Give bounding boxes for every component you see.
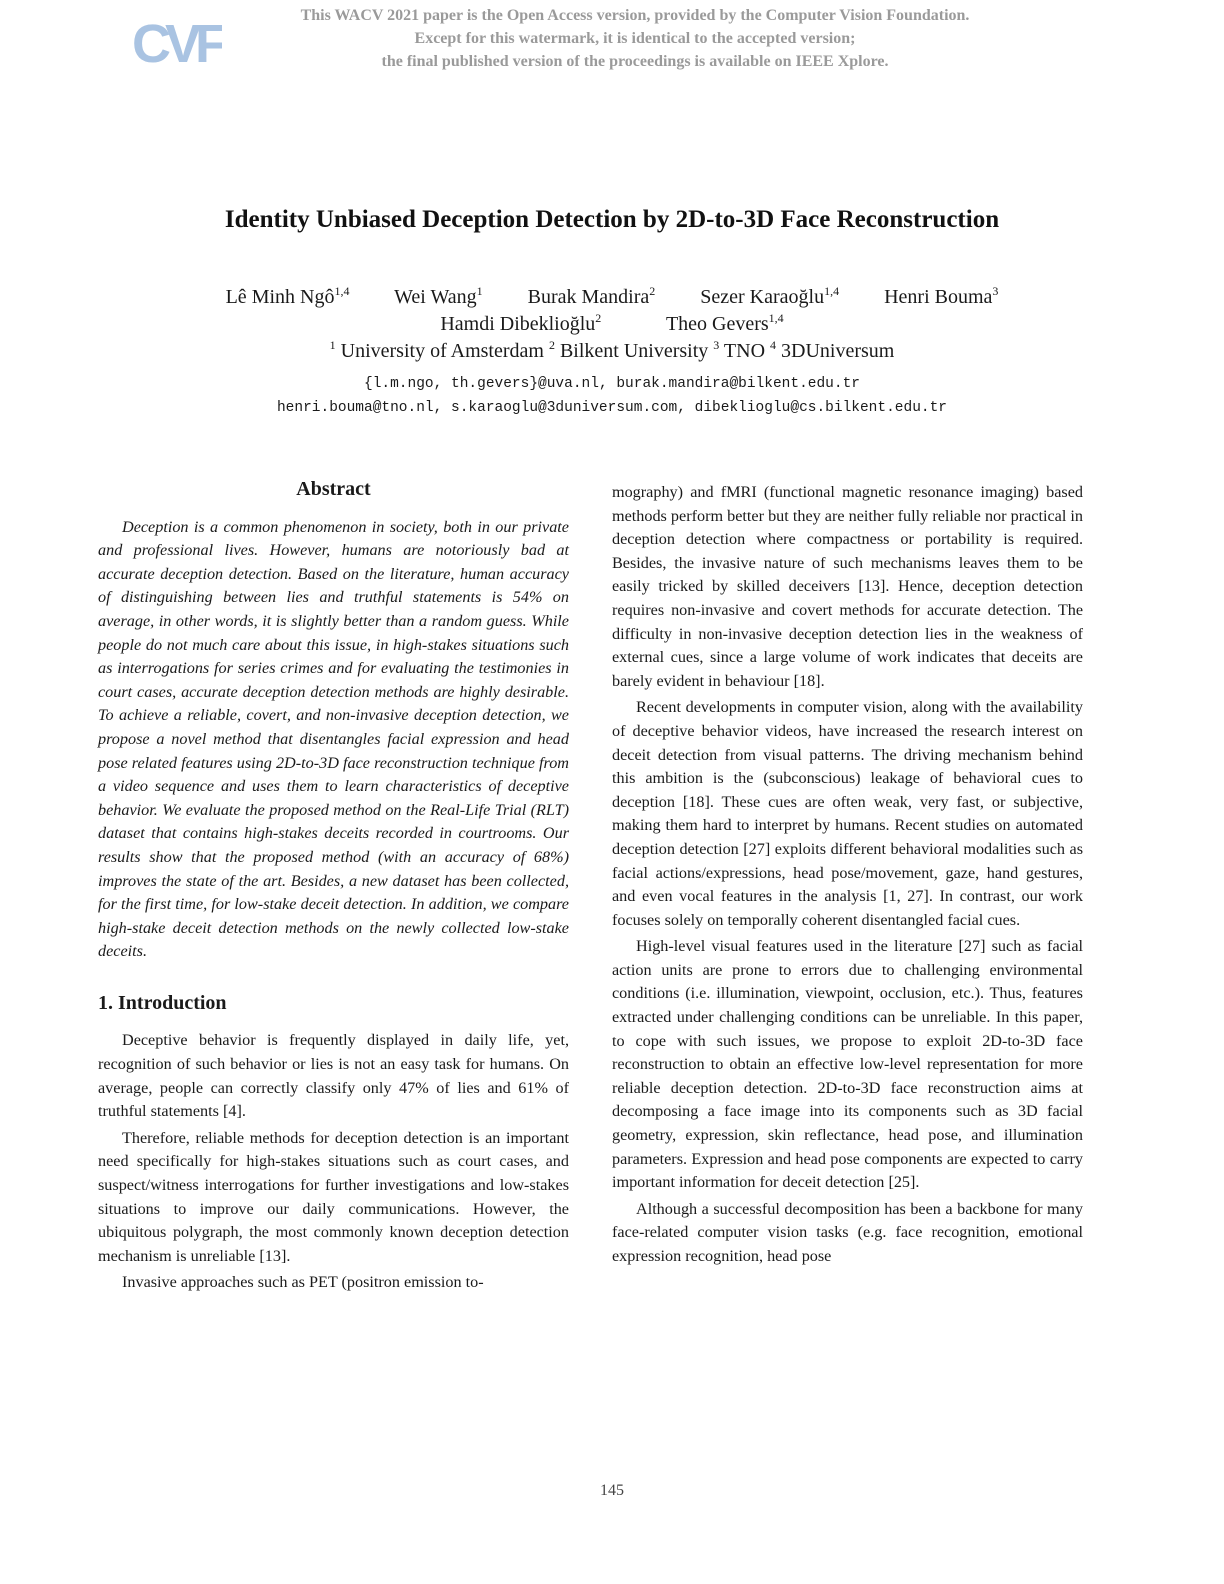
- author-emails: [0, 372, 1224, 420]
- cvf-logo: [132, 10, 222, 70]
- abstract-text: Deception is a common phenomenon in society, both in our private and professional lives. However, humans are notoriously bad at accurate deception detection. Based on the literature, human accuracy of distinguishing between lies and truthful statements is 54% on average, in other words, it is slightly better than a random guess. While people do not much care about this issue, in high-stakes situations such as interrogations for series crimes and for evaluating the testimonies in court cases, accurate deception detection methods are highly desirable. To achieve a reliable, covert, and non-invasive deception detection, we propose a novel method that disentangles facial expression and head pose related features using 2D-to-3D face reconstruction technique from a video sequence and uses them to learn characteristics of deceptive behavior. We evaluate the proposed method on the Real-Life Trial (RLT) dataset that contains high-stakes deceits recorded in courtrooms. Our results show that the proposed method (with an accuracy of 68%) improves the state of the art. Besides, a new dataset has been collected, for the first time, for low-stake deceit detection. In addition, we compare high-stake deceit detection methods on the newly collected low-stake deceits.: [98, 517, 569, 961]
- author: Burak Mandira$^2$: [527, 284, 656, 308]
- author-row: [0, 284, 1224, 311]
- paragraph: Invasive approaches such as PET (positron emission to-: [122, 1273, 484, 1292]
- paragraph: High-level visual features used in the literature [27] such as facial action units are prone to errors due to challenging environmental conditions (i.e. illumination, viewpoint, occlusion, etc.). Thus, features extracted under challenging conditions can be unreliable. In this paper, to cope with such issues, we propose to exploit 2D-to-3D face reconstruction to obtain an effective low-level representation for more reliable deception detection. 2D-to-3D face reconstruction aims at decomposing a face image into its components such as 3D facial geometry, expression, skin reflectance, head pose, and illumination parameters. Expression and head pose components are expected to carry important information for deceit detection [25].: [612, 937, 1083, 1192]
- author-row: [0, 311, 1224, 338]
- paragraph: Although a successful decomposition has been a backbone for many face-related computer vision tasks (e.g. face recognition, emotional expression recognition, head pose: [612, 1199, 1083, 1265]
- left-column: [98, 478, 569, 1295]
- paragraph: Therefore, reliable methods for deception detection is an important need specifically for high-stakes situations such as court cases, and suspect/witness interrogations for further investigations and low-stakes situations to improve our daily communications. However, the ubiquitous polygraph, the most commonly known deception detection mechanism is unreliable [13].: [98, 1128, 569, 1265]
- author: Hamdi Dibeklioğlu$^2$: [440, 311, 602, 335]
- author: Theo Gevers$^{1,4}$: [665, 311, 784, 335]
- watermark-line: This WACV 2021 paper is the Open Access version, provided by the Computer Vision Foundation.: [300, 7, 970, 24]
- author: Henri Bouma$^3$: [884, 284, 999, 308]
- watermark-line: the final published version of the proceedings is available on IEEE Xplore.: [381, 53, 889, 70]
- abstract-heading: Abstract: [296, 478, 371, 500]
- section-heading: 1. Introduction: [98, 991, 227, 1014]
- author: Lê Minh Ngô$^{1,4}$: [225, 284, 350, 308]
- paragraph: Deceptive behavior is frequently displayed in daily life, yet, recognition of such behavior or lies is not an easy task for humans. On average, people can correctly classify only 47% of lies and 61% of truthful statements [4].: [98, 1031, 569, 1121]
- page-number: 145: [600, 1482, 624, 1499]
- right-column: [612, 481, 1083, 1269]
- paragraph: Recent developments in computer vision, along with the availability of deceptive behavior videos, have increased the research interest on deceit detection from visual patterns. The driving mechanism behind this ambition is the (subconscious) leakage of behavioral cues to deception [18]. These cues are often weak, very fast, or subjective, making them hard to interpret by humans. Recent studies on automated deception detection [27] exploits different behavioral modalities such as facial actions/expressions, head pose/movement, gaze, hand gestures, and even vocal features in the analysis [1, 27]. In contrast, our work focuses solely on temporally coherent disentangled facial cues.: [612, 698, 1083, 929]
- affiliations: $^1$ University of Amsterdam $^2$ Bilkent University $^3$ TNO $^4$ 3DUniversum: [329, 338, 895, 362]
- author: Sezer Karaoğlu$^{1,4}$: [700, 284, 840, 308]
- cvf-logo-text: CVF: [132, 14, 222, 70]
- author-block: [0, 284, 1224, 365]
- watermark-line: Except for this watermark, it is identical to the accepted version;: [414, 30, 856, 47]
- email-line: henri.bouma@tno.nl, s.karaoglu@3duniversum.com, dibeklioglu@cs.bilkent.edu.tr: [276, 400, 947, 416]
- email-line: {l.m.ngo, th.gevers}@uva.nl, burak.mandira@bilkent.edu.tr: [364, 376, 860, 392]
- paragraph: mography) and fMRI (functional magnetic resonance imaging) based methods perform better but they are neither fully reliable nor practical in deception detection where compactness or portability is required. Besides, the invasive nature of such mechanisms leaves them to be easily tricked by skilled deceivers [13]. Hence, deception detection requires non-invasive and covert methods for accurate detection. The difficulty in non-invasive deception detection lies in the weakness of external cues, since a large volume of work indicates that deceits are barely evident in behaviour [18].: [612, 483, 1083, 690]
- paper-title: Identity Unbiased Deception Detection by 2D-to-3D Face Reconstruction: [224, 206, 1000, 233]
- watermark: [250, 4, 1020, 73]
- author: Wei Wang$^1$: [394, 284, 483, 308]
